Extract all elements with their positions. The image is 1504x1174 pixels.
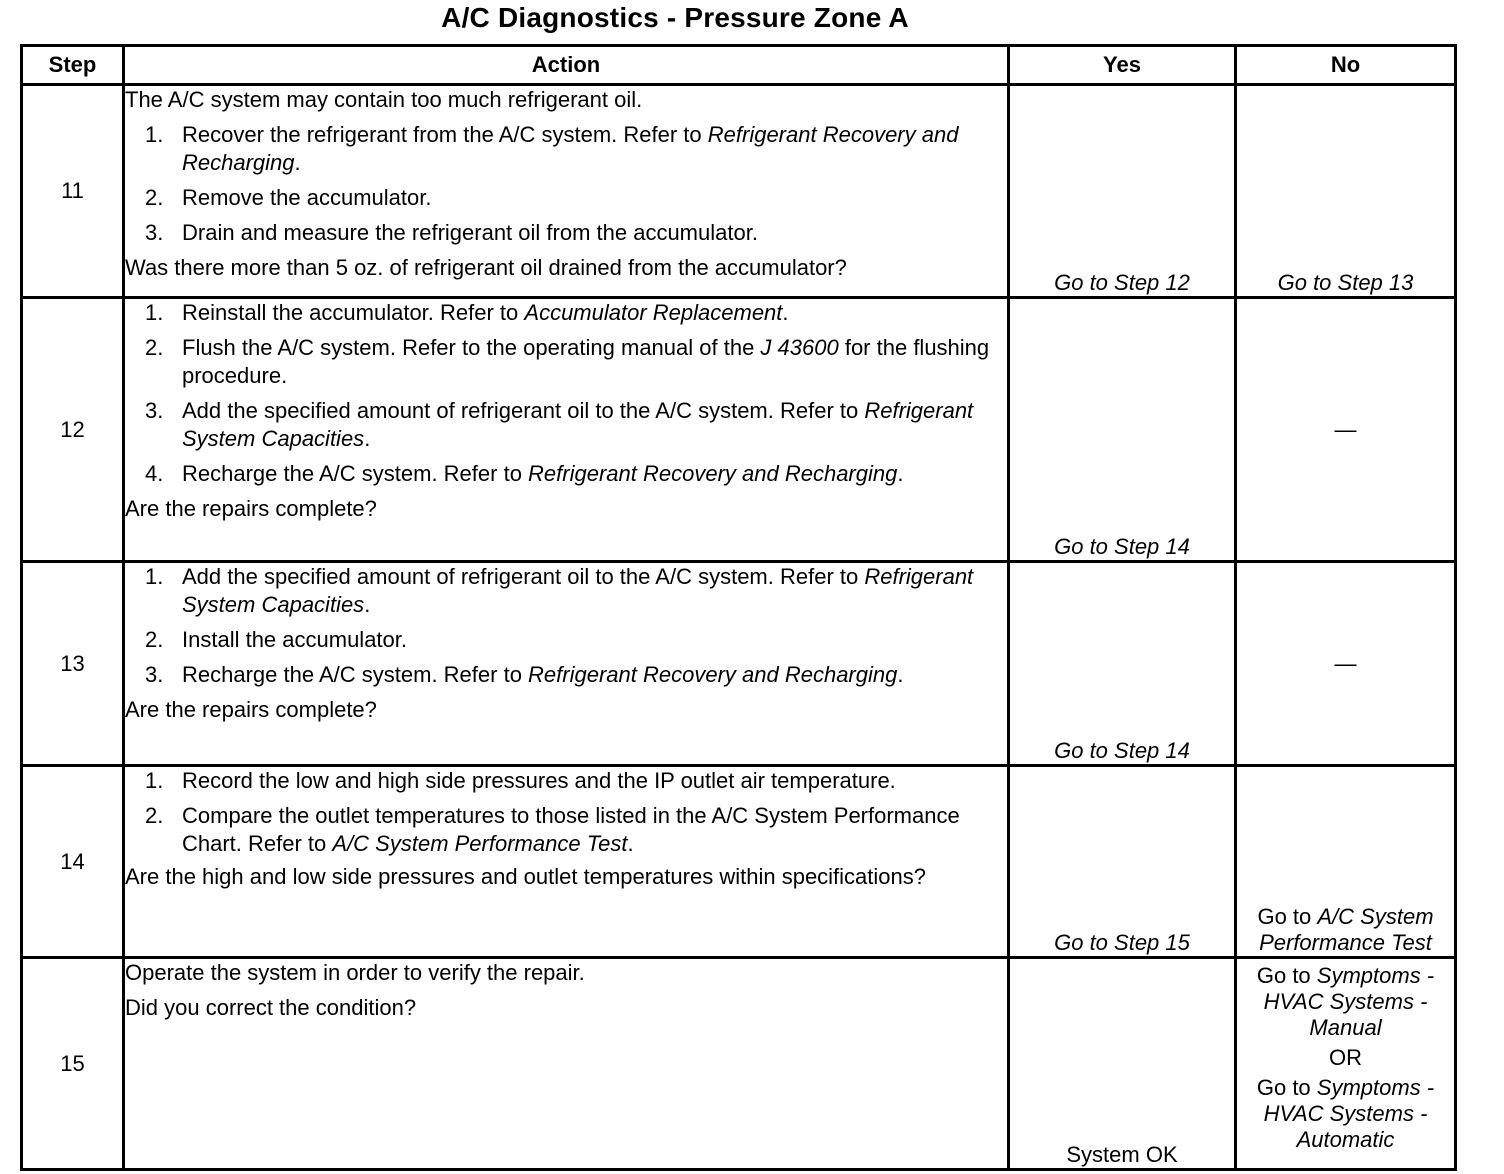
- action-question: Was there more than 5 oz. of refrigerant oil drained from the accumulator?: [125, 255, 847, 280]
- yes-cell[interactable]: Go to Step 14: [1009, 298, 1236, 562]
- no-cell: —: [1236, 562, 1456, 766]
- reference-link[interactable]: A/C System Performance Test: [332, 831, 628, 856]
- action-list: [125, 563, 1007, 689]
- step-number: 12: [22, 298, 124, 562]
- action-list: [125, 299, 1007, 488]
- action-question: Are the high and low side pressures and outlet temperatures within specifications?: [125, 864, 927, 889]
- diagnostic-table: [20, 44, 1457, 1171]
- no-cell: Go to A/C System Performance Test: [1236, 766, 1456, 958]
- header-action: Action: [124, 46, 1009, 85]
- list-item: 2. Flush the A/C system. Refer to the operating manual of the J 43600 for the flushing procedure.: [145, 335, 990, 388]
- header-row: [22, 46, 1456, 85]
- table-row: [22, 562, 1456, 766]
- page-title: A/C Diagnostics - Pressure Zone A: [441, 2, 909, 33]
- action-list: [125, 121, 1007, 247]
- action-intro: The A/C system may contain too much refrigerant oil.: [125, 87, 643, 112]
- list-item: 3. Recharge the A/C system. Refer to Refrigerant Recovery and Recharging.: [145, 662, 904, 687]
- list-item: 1. Recover the refrigerant from the A/C system. Refer to Refrigerant Recovery and Recharging.: [145, 122, 959, 175]
- list-item: 2. Remove the accumulator.: [145, 185, 432, 210]
- reference-link[interactable]: Refrigerant Recovery and Recharging: [528, 461, 898, 486]
- yes-cell[interactable]: Go to Step 12: [1009, 85, 1236, 298]
- list-item: 2. Install the accumulator.: [145, 627, 408, 652]
- reference-link[interactable]: Refrigerant System Capacities: [182, 564, 974, 617]
- no-cell: —: [1236, 298, 1456, 562]
- list-item: 1. Record the low and high side pressures and the IP outlet air temperature.: [145, 768, 896, 793]
- table-row: [22, 85, 1456, 298]
- action-cell: [124, 562, 1009, 766]
- action-list: [125, 767, 1007, 858]
- tool-reference: J 43600: [760, 335, 839, 360]
- action-cell: [124, 958, 1009, 1170]
- reference-link[interactable]: Refrigerant Recovery and Recharging: [182, 122, 959, 175]
- reference-link[interactable]: Accumulator Replacement: [524, 300, 783, 325]
- list-item: 3. Drain and measure the refrigerant oil from the accumulator.: [145, 220, 758, 245]
- no-cell: [1236, 958, 1456, 1170]
- step-number: 14: [22, 766, 124, 958]
- step-number: 15: [22, 958, 124, 1170]
- action-question: Did you correct the condition?: [125, 995, 417, 1020]
- no-cell[interactable]: Go to Step 13: [1236, 85, 1456, 298]
- header-step: Step: [22, 46, 124, 85]
- reference-link[interactable]: Refrigerant Recovery and Recharging: [528, 662, 898, 687]
- action-cell: [124, 298, 1009, 562]
- header-yes: Yes: [1009, 46, 1236, 85]
- yes-cell: System OK: [1009, 958, 1236, 1170]
- action-question: Are the repairs complete?: [125, 697, 377, 722]
- action-cell: [124, 85, 1009, 298]
- reference-link[interactable]: Refrigerant System Capacities: [182, 398, 974, 451]
- header-no: No: [1236, 46, 1456, 85]
- no-option-manual: Go to Symptoms - HVAC Systems - Manual: [1256, 963, 1435, 1040]
- list-item: 4. Recharge the A/C system. Refer to Refrigerant Recovery and Recharging.: [145, 461, 904, 486]
- list-item: 3. Add the specified amount of refrigerant oil to the A/C system. Refer to Refrigerant System Capacities.: [145, 398, 974, 451]
- action-cell: [124, 766, 1009, 958]
- step-number: 11: [22, 85, 124, 298]
- yes-cell[interactable]: Go to Step 14: [1009, 562, 1236, 766]
- action-intro: Operate the system in order to verify the repair.: [125, 960, 585, 985]
- table-row: [22, 766, 1456, 958]
- list-item: 1. Add the specified amount of refrigerant oil to the A/C system. Refer to Refrigerant System Capacities.: [145, 564, 974, 617]
- reference-link[interactable]: Symptoms - HVAC Systems - Manual: [1263, 963, 1435, 1040]
- yes-cell[interactable]: Go to Step 15: [1009, 766, 1236, 958]
- no-option-automatic: Go to Symptoms - HVAC Systems - Automatic: [1256, 1075, 1435, 1152]
- table-row: [22, 958, 1456, 1170]
- list-item: 1. Reinstall the accumulator. Refer to Accumulator Replacement.: [145, 300, 789, 325]
- list-item: 2. Compare the outlet temperatures to those listed in the A/C System Performance Chart. Refer to A/C System Performance Test.: [145, 803, 960, 856]
- step-number: 13: [22, 562, 124, 766]
- action-question: Are the repairs complete?: [125, 496, 377, 521]
- reference-link[interactable]: Symptoms - HVAC Systems - Automatic: [1263, 1075, 1435, 1152]
- reference-link[interactable]: A/C System Performance Test: [1259, 904, 1434, 955]
- or-separator: OR: [1329, 1045, 1362, 1070]
- table-row: [22, 298, 1456, 562]
